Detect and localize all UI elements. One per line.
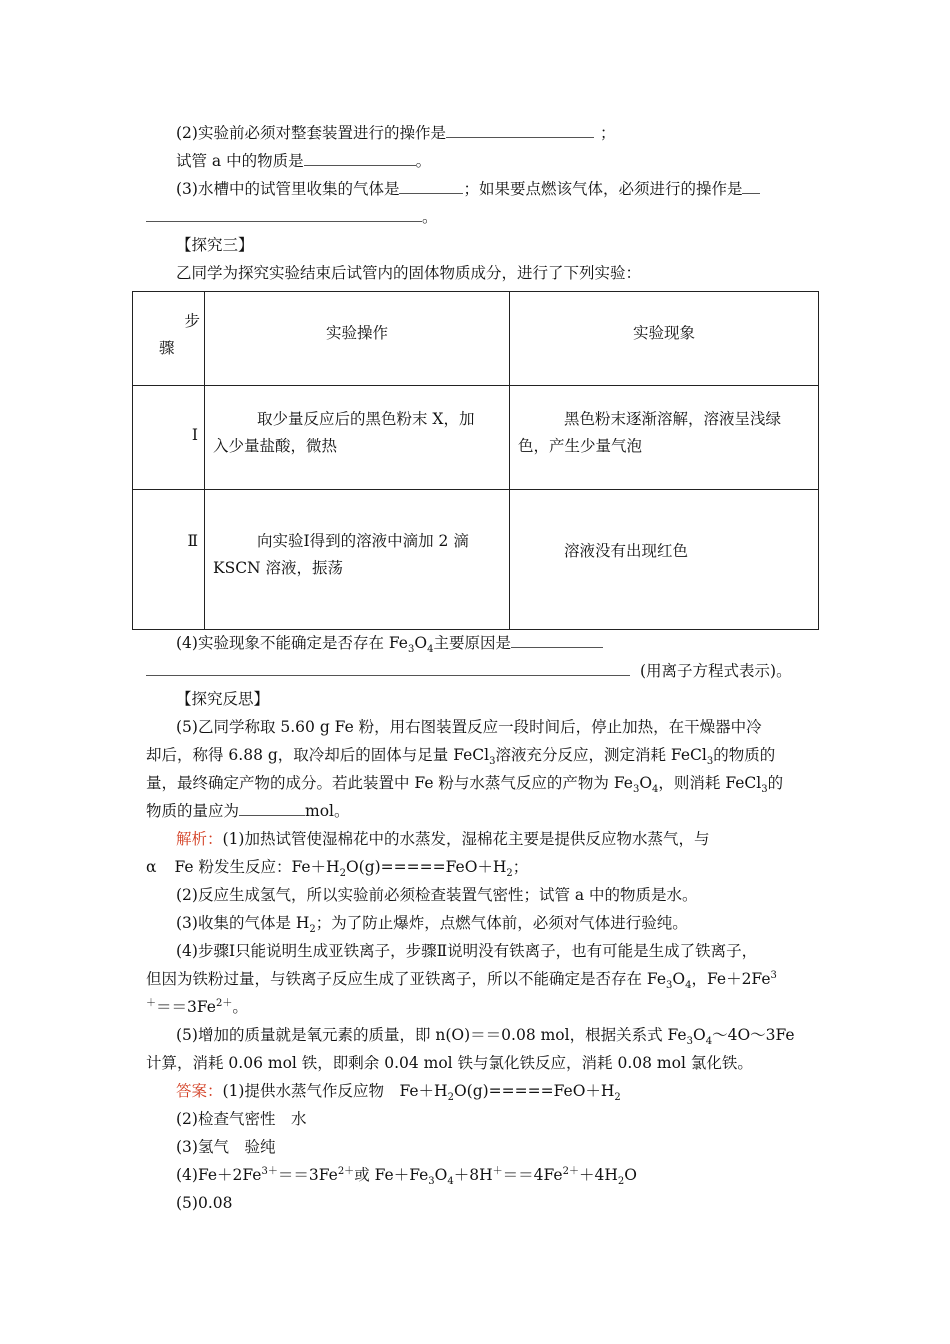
analysis-p4b: 但因为铁粉过量，与铁离子反应生成了亚铁离子，所以不能确定是否存在 $Fe_3O_4$，$Fe+2Fe^3$ [146, 969, 777, 992]
analysis-p4a: (4)步骤Ⅰ只能说明生成亚铁离子，步骤Ⅱ说明没有铁离子，也有可能是生成了铁离子， [176, 942, 758, 960]
answer-blank[interactable] [239, 801, 305, 816]
q5-line3: 量，最终确定产物的成分。若此装置中 Fe 粉与水蒸气反应的产物为 $Fe_3O_4$，则消耗 FeCl$_3$的 [146, 774, 784, 796]
q5-line2: 却后，称得 6.88 g，取冷却后的固体与足量 FeCl$_3$溶液充分反应，测定消耗 FeCl$_3$的物质的 [146, 746, 776, 768]
q5-line4: 物质的量应为 mol。 [146, 802, 350, 820]
section3-title: 【探究三】 [176, 236, 254, 254]
answer-blank[interactable] [399, 179, 463, 194]
answer-blank[interactable] [511, 633, 603, 648]
answer-a1: 答案：(1)提供水蒸气作反应物 $Fe+H_2O(g)=====FeO+H_2$ [176, 1082, 621, 1104]
q5-line1: (5)乙同学称取 5.60 g Fe 粉，用右图装置反应一段时间后，停止加热，在干燥器中冷 [176, 718, 762, 736]
row-phenomenon: 溶液没有出现红色 [510, 490, 819, 630]
row-operation: 向实验Ⅰ得到的溶液中滴加 2 滴 KSCN 溶液，振荡 [205, 490, 510, 630]
row-phenomenon: 黑色粉末逐渐溶解，溶液呈浅绿 色，产生少量气泡 [510, 386, 819, 490]
analysis-p1a: 解析：(1)加热试管使湿棉花中的水蒸发，湿棉花主要是提供反应物水蒸气，与 [176, 830, 710, 848]
table-row [133, 490, 819, 630]
answer-blank[interactable] [304, 151, 416, 166]
row-step: Ⅰ [133, 386, 205, 490]
answer-a4: $(4)Fe+2Fe^{3+}==3Fe^{2+}$或 $Fe+Fe_3O_4+8H^+==4Fe^{2+}+4H_2O$ [176, 1165, 637, 1188]
q4-line2: (用离子方程式表示)。 [146, 661, 792, 681]
q2-line1: (2)实验前必须对整套装置进行的操作是 ； [176, 124, 616, 142]
table-header-row [133, 292, 819, 386]
q3-line2: 。 [146, 207, 438, 227]
analysis-p1b: α Fe 粉发生反应：$Fe+H_2O(g)=====FeO+H_2$； [146, 858, 529, 880]
header-step: 步 骤 [133, 292, 205, 386]
answer-a5: (5)0.08 [176, 1194, 233, 1212]
reflect-title: 【探究反思】 [176, 690, 270, 708]
q4-line1: (4)实验现象不能确定是否存在 $Fe_3O_4$主要原因是 [176, 633, 603, 653]
table-row [133, 386, 819, 490]
analysis-label: 解析： [176, 830, 223, 848]
answer-a3: (3)氢气 验纯 [176, 1138, 276, 1156]
analysis-p5a: (5)增加的质量就是氧元素的质量，即 n(O)＝＝0.08 mol，根据关系式 $Fe_3O_4\sim 4O\sim 3Fe$ [176, 1026, 795, 1048]
analysis-p2: (2)反应生成氢气，所以实验前必须检查装置气密性；试管 a 中的物质是水。 [176, 886, 698, 904]
answer-blank[interactable] [146, 207, 422, 222]
answer-a2: (2)检查气密性 水 [176, 1110, 307, 1128]
header-operation: 实验操作 [205, 292, 510, 386]
q3-line1: (3)水槽中的试管里收集的气体是 ；如果要点燃该气体，必须进行的操作是 [176, 179, 760, 199]
answer-blank[interactable] [146, 661, 630, 676]
experiment-table [132, 291, 819, 630]
section3-intro: 乙同学为探究实验结束后试管内的固体物质成分，进行了下列实验： [176, 264, 642, 282]
answer-label: 答案： [176, 1082, 223, 1100]
q2-line2: 试管 a 中的物质是 。 [176, 152, 432, 170]
analysis-p4c: $^+==3Fe^{2+}$。 [146, 997, 248, 1016]
row-operation: 取少量反应后的黑色粉末 X，加 入少量盐酸，微热 [205, 386, 510, 490]
answer-blank[interactable] [742, 179, 760, 194]
answer-blank[interactable] [446, 123, 594, 138]
row-step: Ⅱ [133, 490, 205, 630]
header-phenomenon: 实验现象 [510, 292, 819, 386]
analysis-p3: (3)收集的气体是 $H_2$；为了防止爆炸，点燃气体前，必须对气体进行验纯。 [176, 914, 688, 936]
analysis-p5b: 计算，消耗 0.06 mol 铁，即剩余 0.04 mol 铁与氯化铁反应，消耗 0.08 mol 氯化铁。 [146, 1054, 753, 1072]
